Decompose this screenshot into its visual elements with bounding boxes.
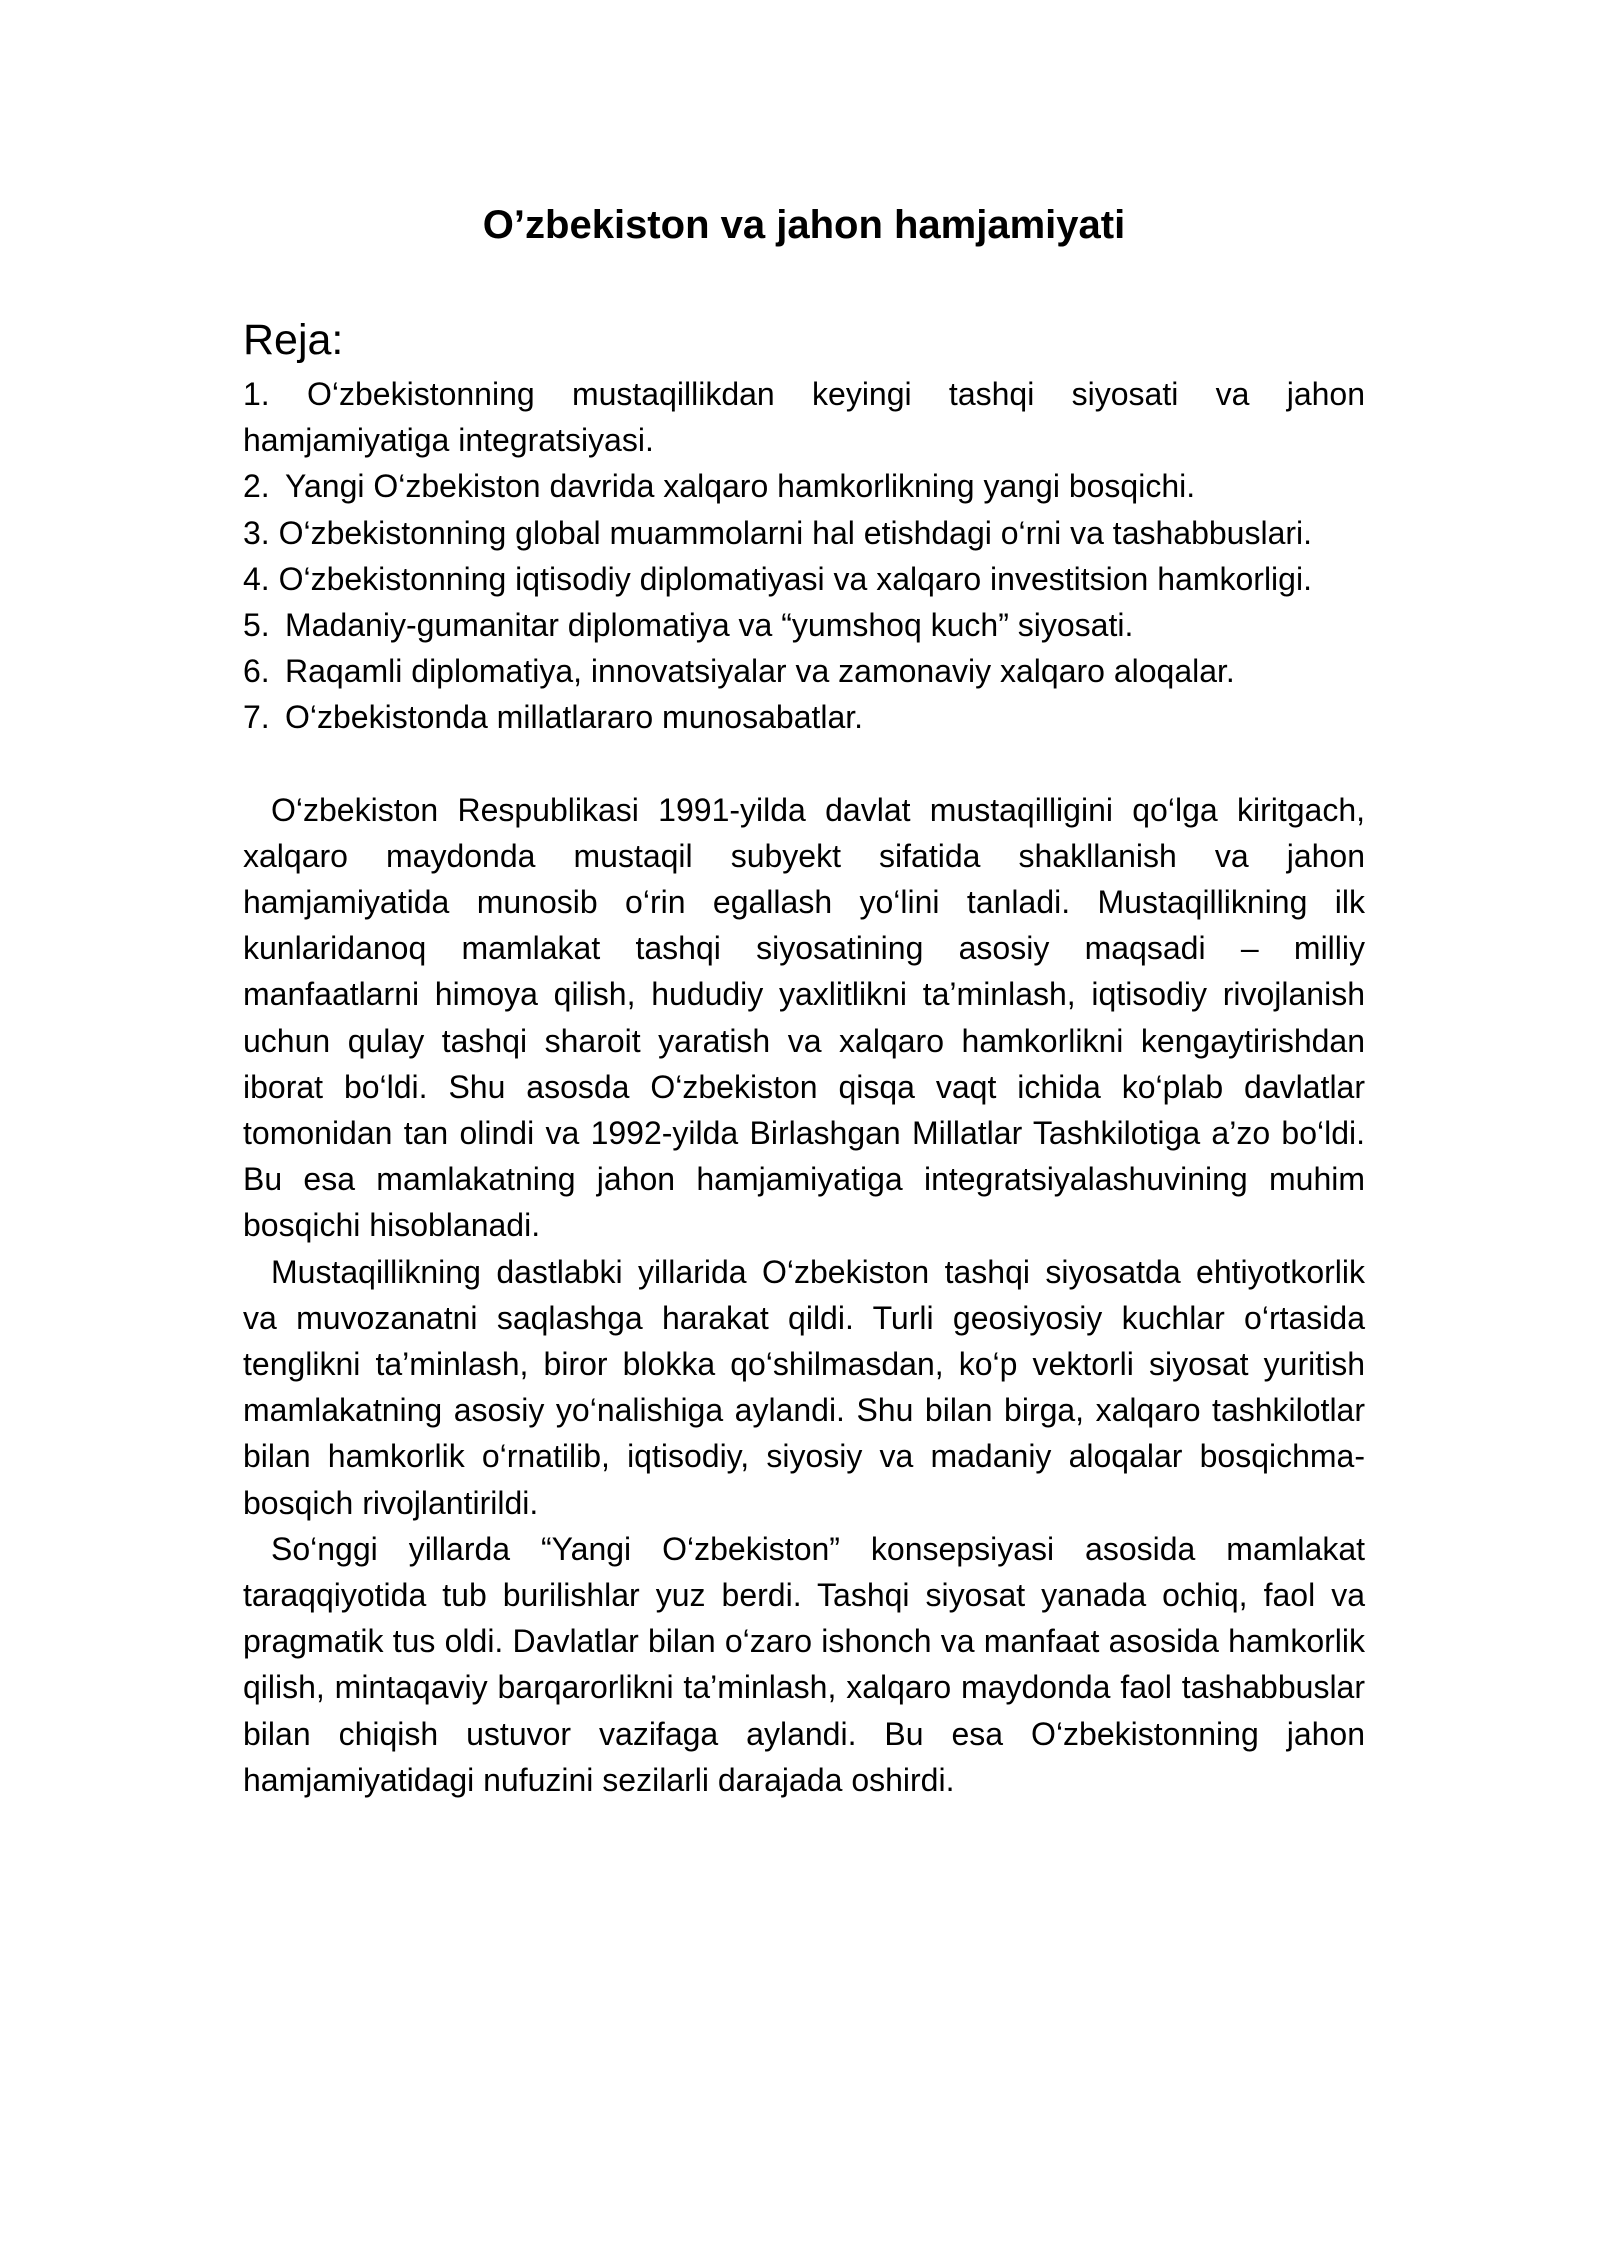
plan-item-text: Raqamli diplomatiya, innovatsiyalar va zamonaviy xalqaro aloqalar. [285,653,1235,690]
plan-item [243,463,1365,509]
plan-item-number: 7. [243,699,270,736]
plan-item [243,556,1365,602]
plan-list [243,371,1365,741]
plan-item-number: 2. [243,468,270,505]
body-paragraph: Mustaqillikning dastlabki yillarida O‘zbekiston tashqi siyosatda ehtiyotkorlik va muvozanatni saqlashga harakat qildi. Turli geosiyosiy kuchlar o‘rtasida tenglikni ta’minlash, biror blokka qo‘shilmasdan, ko‘p vektorli siyosat yuritish mamlakatning asosiy yo‘nalishiga aylandi. Shu bilan birga, xalqaro tashkilotlar bilan hamkorlik o‘rnatilib, iqtisodiy, siyosiy va madaniy aloqalar bosqichma-bosqich rivojlantirildi. [243,1253,1365,1521]
plan-item [243,371,1365,463]
plan-item-number: 5. [243,607,270,644]
plan-item [243,510,1365,556]
plan-item-text: O‘zbekistonda millatlararo munosabatlar. [285,699,864,736]
document-title: O’zbekiston va jahon hamjamiyati [482,203,1126,247]
plan-item [243,602,1365,648]
body-text [243,787,1365,1803]
plan-item [243,694,1365,740]
plan-item-text: Madaniy-gumanitar diplomatiya va “yumshoq kuch” siyosati. [285,607,1134,644]
plan-item-text: O‘zbekistonning mustaqillikdan keyingi tashqi siyosati va jahon hamjamiyatiga integratsiyasi. [243,376,1366,459]
plan-item-number: 4. [243,560,279,597]
plan-heading: Reja: [243,316,344,364]
body-paragraph: So‘nggi yillarda “Yangi O‘zbekiston” konsepsiyasi asosida mamlakat taraqqiyotida tub burilishlar yuz berdi. Tashqi siyosat yanada ochiq, faol va pragmatik tus oldi. Davlatlar bilan o‘zaro ishonch va manfaat asosida hamkorlik qilish, mintaqaviy barqarorlikni ta’minlash, xalqaro maydonda faol tashabbuslar bilan chiqish ustuvor vazifaga aylandi. Bu esa O‘zbekistonning jahon hamjamiyatidagi nufuzini sezilarli darajada oshirdi. [243,1530,1365,1798]
plan-item-number: 1. [243,376,307,412]
plan-item-number: 6. [243,653,270,690]
plan-item-text: Yangi O‘zbekiston davrida xalqaro hamkorlikning yangi bosqichi. [285,468,1196,505]
document-content [243,195,1365,1803]
plan-item-text: O‘zbekistonning global muammolarni hal etishdagi o‘rni va tashabbuslari. [278,514,1313,551]
plan-item-text: O‘zbekistonning iqtisodiy diplomatiyasi va xalqaro investitsion hamkorligi. [278,560,1312,597]
plan-item [243,648,1365,694]
plan-item-number: 3. [243,514,279,551]
body-paragraph: O‘zbekiston Respublikasi 1991-yilda davlat mustaqilligini qo‘lga kiritgach, xalqaro maydonda mustaqil subyekt sifatida shakllanish va jahon hamjamiyatida munosib o‘rin egallash yo‘lini tanladi. Mustaqillikning ilk kunlaridanoq mamlakat tashqi siyosatining asosiy maqsadi – milliy manfaatlarni himoya qilish, hududiy yaxlitlikni ta’minlash, iqtisodiy rivojlanish uchun qulay tashqi sharoit yaratish va xalqaro hamkorlikni kengaytirishdan iborat bo‘ldi. Shu asosda O‘zbekiston qisqa vaqt ichida ko‘plab davlatlar tomonidan tan olindi va 1992-yilda Birlashgan Millatlar Tashkilotiga a’zo bo‘ldi. Bu esa mamlakatning jahon hamjamiyatiga integratsiyalashuvining muhim bosqichi hisoblanadi. [243,791,1365,1244]
